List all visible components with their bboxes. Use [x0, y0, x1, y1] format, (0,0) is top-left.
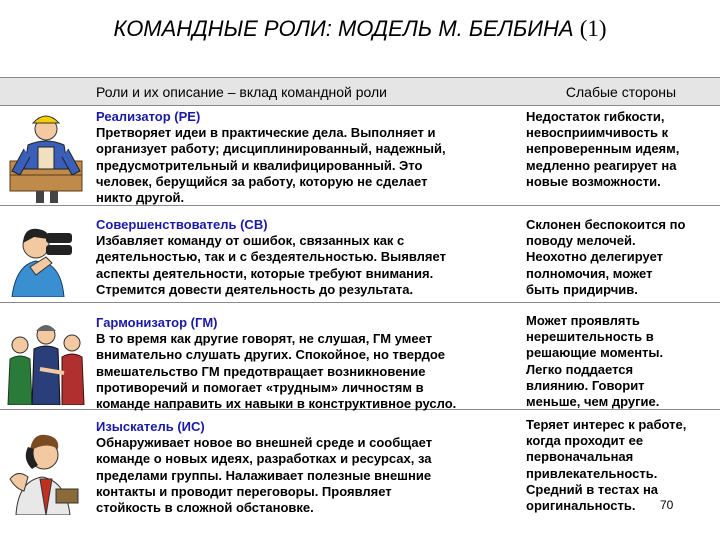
role-description-4: Изыскатель (ИС) Обнаруживает новое во внешней среде и сообщает команде о новых идеях, разработках и ресурсах, за пределами группы. Налаживает полезные внешние контакты и проводит переговоры. Проявляет стойкость в сложной обстановке.	[96, 419, 518, 516]
header-roles: Роли и их описание – вклад командной роли	[96, 84, 387, 100]
phone-person-icon	[6, 419, 86, 515]
title-text: КОМАНДНЫЕ РОЛИ: МОДЕЛЬ М. БЕЛБИНА	[113, 16, 574, 41]
table-header	[0, 77, 720, 106]
role-name-2: Совершенствователь (СВ)	[96, 217, 268, 232]
slide-title	[0, 16, 720, 42]
row-divider	[0, 302, 720, 303]
worker-icon	[6, 109, 86, 205]
weakness-1: Недостаток гибкости, невосприимчивость к непроверенным идеям, медленно реагирует на новые возможности.	[526, 109, 680, 189]
role-name-3: Гармонизатор (ГМ)	[96, 315, 218, 330]
role-description-2: Совершенствователь (СВ) Избавляет команду от ошибок, связанных как с деятельностью, так и с бездеятельностью. Выявляет аспекты деятельности, которые требуют внимания. Стремится довести деятельность до результата.	[96, 217, 518, 298]
weakness-4: Теряет интерес к работе, когда проходит ее первоначальная привлекательность. Средний в тестах на оригинальность.	[526, 417, 687, 514]
binoculars-person-icon	[6, 217, 86, 297]
weakness-2: Склонен беспокоится по поводу мелочей. Неохотно делегирует полномочия, может быть придирчив.	[526, 217, 686, 297]
weakness-3: Может проявлять нерешительность в решающие моменты. Легко поддается влиянию. Говорит меньше, чем другие.	[526, 313, 664, 410]
role-name-4: Изыскатель (ИС)	[96, 419, 205, 434]
role-name-1: Реализатор (РЕ)	[96, 109, 201, 124]
page-number: 70	[660, 498, 674, 512]
header-weaknesses: Слабые стороны	[565, 84, 677, 100]
title-number: (1)	[579, 16, 607, 41]
group-people-icon	[6, 315, 88, 405]
role-description-1: Реализатор (РЕ) Претворяет идеи в практические дела. Выполняет и организует работу; дисциплинированный, надежный, предусмотрительный и квалифицированный. Это человек, берущийся за работу, которую не сделает никто другой.	[96, 109, 518, 206]
role-description-3: Гармонизатор (ГМ) В то время как другие говорят, не слушая, ГМ умеет внимательно слушать других. Спокойное, но твердое вмешательство ГМ предотвращает возникновение противоречий и помогает «трудным» личностям в команде направить их навыки в конструктивное русло.	[96, 315, 518, 412]
roles-table	[0, 77, 720, 518]
